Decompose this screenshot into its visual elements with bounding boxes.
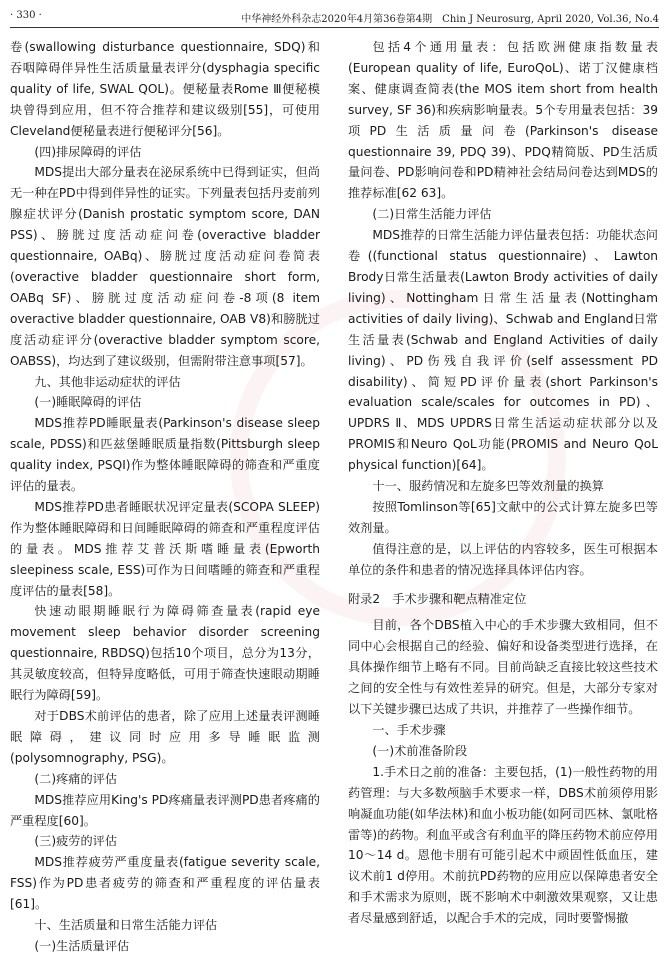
section-heading: (一)术前准备阶段 <box>372 743 468 758</box>
section-heading: (二)疼痛的评估 <box>34 771 118 786</box>
body-paragraph: MDS推荐的日常生活能力评估量表包括：功能状态问卷((functional status questionnaire)、Lawton Brody日常生活量表(Lawton Brody activities of daily living)、Nottingham日常生活量表(Nottingham activities of daily living)、Schwab and England日常生活量表(Schwab and England Activities of daily living)、PD伤残自我评价(self assessment PD disability)、简短PD评价量表(short Parkinson's evaluation scale/scales for outcomes in PD)、UPDRS Ⅱ、MDS UPDRS日常生活运动症状部分以及PROMIS和Neuro QoL功能(PROMIS and Neuro QoL physical function)[64]。 <box>348 228 658 473</box>
body-paragraph: MDS推荐PD患者睡眠状况评定量表(SCOPA SLEEP)作为整体睡眠障碍和日间睡眠障碍的筛查和严重程度评估的量表。MDS推荐艾普沃斯嗜睡量表(Epworth sleepiness scale, ESS)可作为日间嗜睡的筛查和严重程度评估的量表[58]。 <box>10 499 320 598</box>
body-paragraph: 对于DBS术前评估的患者，除了应用上述量表评测睡眠障碍，建议同时应用多导睡眠监测(polysomnography, PSG)。 <box>10 709 320 765</box>
section-heading: 附录2 手术步骤和靶点精准定位 <box>348 591 527 606</box>
body-paragraph: MDS推荐疲劳严重度量表(fatigue severity scale, FSS)作为PD患者疲劳的筛查和严重程度的评估量表[61]。 <box>10 855 320 912</box>
running-header <box>10 10 659 26</box>
body-paragraph: 1.手术日之前的准备：主要包括，(1)一般性药物的用药管理：与大多数颅脑手术要求一样，DBS术前须停用影响凝血功能(如华法林)和血小板功能(如阿司匹林、氯吡格雷等)的药物。利血平或含有利血平的降压药物术前应停用10～14 d。恩他卡朋有可能引起术中顽固性低血压，建议术前1 d停用。术前抗PD药物的应用应以保障患者安全和手术需求为原则，既不影响术中刺激效果观察，又让患者尽量感到舒适，以配合手术的完成，同时要警惕撤 <box>348 764 658 926</box>
journal-running-title: 中华神经外科杂志2020年4月第36卷第4期 Chin J Neurosurg, April 2020, Vol.36, No.4 <box>241 14 659 25</box>
body-paragraph: MDS推荐应用King's PD疼痛量表评测PD患者疼痛的严重程度[60]。 <box>10 792 320 828</box>
section-heading: (一)睡眠障碍的评估 <box>34 395 142 410</box>
section-heading: (四)排尿障碍的评估 <box>34 144 142 159</box>
right-column <box>348 37 658 967</box>
body-paragraph: MDS推荐PD睡眠量表(Parkinson's disease sleep scale, PDSS)和匹兹堡睡眠质量指数(Pittsburgh sleep quality index, PSQI)作为整体睡眠障碍的筛查和严重度评估的量表。 <box>10 416 320 494</box>
section-heading: 十、生活质量和日常生活能力评估 <box>34 918 218 933</box>
body-paragraph: 卷(swallowing disturbance questionnaire, SDQ)和吞咽障碍伴异性生活质量量表评分(dysphagia specific quality of life, SWAL QOL)。便秘量表Rome Ⅲ便秘模块曾得到应用，但不符合推荐和建议级别[55]，可使用Cleveland便秘量表进行便秘评分[56]。 <box>10 40 320 138</box>
body-paragraph: 值得注意的是，以上评估的内容较多，医生可根据本单位的条件和患者的情况选择具体评估内容。 <box>348 541 658 577</box>
header-rule <box>10 27 659 28</box>
section-heading: (一)生活质量评估 <box>34 938 130 953</box>
section-heading: (三)疲劳的评估 <box>34 834 118 849</box>
section-heading: 九、其他非运动症状的评估 <box>34 374 181 389</box>
section-heading: (二)日常生活能力评估 <box>372 207 492 222</box>
body-paragraph: 按照Tomlinson等[65]文献中的公式计算左旋多巴等效剂量。 <box>348 499 658 535</box>
body-paragraph: 包括4个通用量表：包括欧洲健康指数量表(European quality of life, EuroQoL)、诺丁汉健康档案、健康调查简表(the MOS item short from health survey, SF 36)和疾病影响量表。5个专用量表包括：39项PD生活质量问卷(Parkinson's disease questionnaire 39, PDQ 39)、PDQ精简版、PD生活质量问卷、PD影响问卷和PD精神社会结局问卷达到MDS的推荐标准[62 63]。 <box>348 40 658 201</box>
section-heading: 十一、服药情况和左旋多巴等效剂量的换算 <box>372 479 604 494</box>
section-heading: 一、手术步骤 <box>372 723 446 737</box>
body-paragraph: 快速动眼期睡眠行为障碍筛查量表(rapid eye movement sleep behavior disorder screening questionnaire, RBDSQ)包括10个项目，总分为13分，其灵敏度较高，但特异度略低，可用于筛查快速眼动期睡眠行为障碍[59]。 <box>10 604 320 703</box>
body-paragraph: MDS提出大部分量表在泌尿系统中已得到证实，但尚无一种在PD中得到伴异性的证实。下列量表包括丹麦前列腺症状评分(Danish prostatic symptom score, DAN PSS)、膀胱过度活动症问卷(overactive bladder questionnaire, OABq)、膀胱过度活动症问卷简表(overactive bladder questionnaire short form, OABq SF)、膀胱过度活动症问卷-8项(8 item overactive bladder questionnaire, OAB V8)和膀胱过度活动症评分(overactive bladder symptom score, OABSS)，均达到了建议级别，但需附带注意事项[57]。 <box>10 165 320 368</box>
page-number: · 330 · <box>10 10 42 21</box>
body-paragraph: 目前，各个DBS植入中心的手术步骤大致相同，但不同中心会根据自己的经验、偏好和设备类型进行选择，在具体操作细节上略有不同。目前尚缺乏直接比较这些技术之间的安全性与有效性差异的研究。但是，大部分专家对以下关键步骤已达成了共识，并推荐了一些操作细节。 <box>348 618 658 717</box>
left-column <box>10 37 320 967</box>
